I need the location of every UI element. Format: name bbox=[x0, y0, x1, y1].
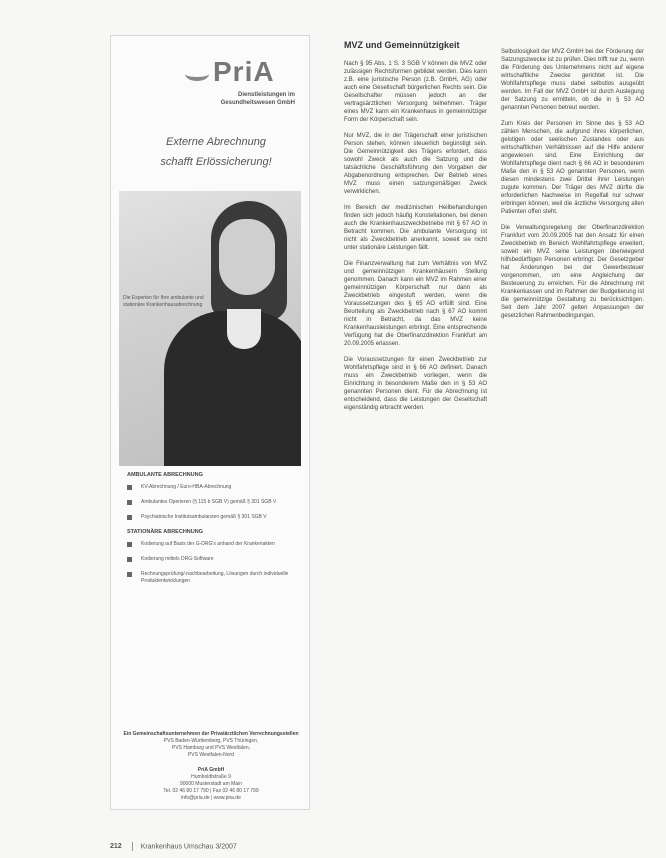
services-heading-stationaer: STATIONÄRE ABRECHNUNG bbox=[127, 529, 203, 535]
paragraph: Die Verwaltungsregelung der Oberfinanzdirektion Frankfurt vom 20.09.2005 hat den Ansatz für einen Zweckbetrieb im Bereich Wohlfahrtspflege erweitert, soweit ein MVZ seine Leistungen überwiegend hilfsbedürftigen Personen erbringt. Der Gesetzgeber hat Änderungen bei der Gewerbesteuer vorgenommen, um eine Angleichung der Besteuerung zu erreichen. Für die Abrechnung mit Krankenkassen und im Rahmen der Budgetierung ist die gemeinnützige Gestaltung zu berücksichtigen. Seit dem Jahr 2007 gelten Anpassungen der gesetzlichen Rahmenbedingungen. bbox=[501, 225, 644, 319]
bullet-icon bbox=[127, 557, 132, 562]
company-contact-line: Tel. 02 46 80 17 790 | Fax 02 46 80 17 799 bbox=[163, 788, 259, 794]
logo-subtitle-line-1: Dienstleistungen im bbox=[237, 92, 295, 98]
logo-swoosh-icon bbox=[185, 67, 209, 81]
bullet-icon bbox=[127, 572, 132, 577]
service-item: Ambulantes Operieren (§ 115 b SGB V) gemäß § 301 SGB V bbox=[127, 499, 297, 506]
page-footer bbox=[110, 842, 237, 851]
paragraph: Die Voraussetzungen für einen Zweckbetrieb zur Wohlfahrtspflege sind in § 66 AO definiert. Danach muss ein Zweckbetrieb vorliegen, wenn die Einrichtung in besonderem Maße den in § 53 AO genannten Personen dient. Für die Abrechnung ist entscheidend, dass die Leistungen der Gesellschaft eigenständig erbracht werden. bbox=[344, 357, 487, 411]
article-column-1 bbox=[344, 60, 487, 420]
article-title: MVZ und Gemeinnützigkeit bbox=[344, 40, 460, 50]
paragraph: Im Bereich der medizinischen Heilbehandlungen finden sich jedoch häufig Konstellationen, bei denen auch die Krankenhauszweckbetriebe mit § 67 AO in Betracht kommen. Die ambulante Versorgung ist nicht als Zweckbetrieb anerkannt, soweit sie nicht unter stationäre Leistungen fällt. bbox=[344, 205, 487, 251]
service-item: Psychiatrische Institutsambulanzen gemäß § 301 SGB V bbox=[127, 514, 297, 521]
company-logo bbox=[165, 56, 305, 116]
bullet-icon bbox=[127, 500, 132, 505]
ad-headline-line-2: schafft Erlössicherung! bbox=[160, 156, 272, 168]
bullet-icon bbox=[127, 485, 132, 490]
paragraph: Zum Kreis der Personen im Sinne des § 53 AO zählen Menschen, die aufgrund ihres körperlichen, geistigen oder seelischen Zustandes oder aus wirtschaftlichen Verhältnissen auf die Hilfe anderer angewiesen sind. Eine Einrichtung der Wohlfahrtspflege dient nach § 66 AO in besonderem Maße den in § 53 AO genannten Personen, wenn diesen mindestens zwei Drittel ihrer Leistungen zugute kommen. Der Träger des MVZ dürfte die erforderlichen Nachweise im Regelfall nur schwer erbringen können, weil die ärztliche Versorgung allen Patienten offen steht. bbox=[501, 121, 644, 215]
ad-footer-line: PVS Baden-Württemberg, PVS Thüringen, bbox=[163, 738, 259, 744]
article-column-2 bbox=[501, 48, 644, 328]
service-item: KV-Abrechnung / Euro-HBA-Abrechnung bbox=[127, 484, 297, 491]
paragraph: Die Finanzverwaltung hat zum Verhältnis von MVZ und gemeinnützigen Krankenhäusern Stellung genommen. Danach kann ein MVZ im Rahmen einer gemeinnützigen Körperschaft nur dann als Zweckbetrieb eingestuft werden, wenn die Voraussetzungen des § 65 AO erfüllt sind. Eine Beurteilung als Zweckbetrieb nach § 67 AO kommt nicht in Betracht, da das MVZ keine Krankenhausleistungen erbringt. Eine entsprechende Verfügung hat die Oberfinanzdirektion Frankfurt am 20.09.2005 erlassen. bbox=[344, 261, 487, 347]
company-address-line: Humboldtstraße 9 bbox=[191, 774, 231, 780]
article bbox=[344, 40, 644, 820]
bullet-icon bbox=[127, 542, 132, 547]
ad-headline-line-1: Externe Abrechnung bbox=[166, 136, 266, 148]
photo-caption: Die Experten für Ihre ambulante und stationäre Krankenhausabrechnung bbox=[123, 295, 204, 308]
service-item: Kodierung auf Basis der G-DRG's anhand der Krankenakten bbox=[127, 541, 297, 548]
company-web-line: info@pria.de | www.pria.de bbox=[181, 795, 241, 801]
ad-footer-line: PVS Hamburg und PVS Westfalen, bbox=[171, 745, 250, 751]
services-heading-ambulant: AMBULANTE ABRECHNUNG bbox=[127, 472, 203, 478]
ad-photo bbox=[119, 191, 301, 466]
paragraph: Nach § 95 Abs. 1 S. 3 SGB V können die MVZ oder zulässigen Rechtsformen gebildet werden. Dies kann z.B. eine juristische Person (z.B. GmbH, AG) oder auch eine Gesellschaft bürgerlichen Rechts sein. Die Gesellschafter müssen jedoch an der vertragsärztlichen Versorgung teilnehmen. Träger eines MVZ kann ein Krankenhaus in gemeinnütziger Form der Körperschaft sein. bbox=[344, 61, 487, 123]
footer-divider bbox=[132, 842, 133, 851]
advertisement-panel bbox=[110, 35, 310, 810]
logo-subtitle-line-2: Gesundheitswesen GmbH bbox=[220, 100, 295, 106]
ad-footer-heading: Ein Gemeinschaftsunternehmen der Privatärztlichen Verrechnungsstellen bbox=[123, 731, 299, 737]
company-name: PriA GmbH bbox=[197, 767, 225, 773]
bullet-icon bbox=[127, 515, 132, 520]
company-address-line: 90000 Musterstadt am Main bbox=[180, 781, 242, 787]
service-item: Rechnungsprüfung/-nachbearbeitung, Lösungen durch individuelle Produktentwicklungen bbox=[127, 571, 297, 585]
service-item: Kodierung mittels DRG-Software bbox=[127, 556, 297, 563]
paragraph: Nur MVZ, die in der Trägerschaft einer juristischen Person stehen, können steuerlich begünstigt sein. Die Gemeinnützigkeit des Trägers erfordert, dass sowohl Zweck als auch die Satzung und die tatsächliche Geschäftsführung den Vorgaben der Abgabenordnung entsprechen. Der Betrieb eines MVZ muss einen satzungsmäßigen Zweck verwirklichen. bbox=[344, 133, 487, 195]
publication-name: Krankenhaus Umschau 3/2007 bbox=[140, 843, 237, 851]
paragraph: Selbstlosigkeit der MVZ GmbH bei der Förderung der Satzungszwecke ist zu prüfen. Dies trifft nur zu, wenn die Förderung des Unternehmens nicht auf eigene wirtschaftliche Zwecke gerichtet ist. Die Wohlfahrtspflege muss dabei selbstlos ausgeübt werden. Im Fall der MVZ GmbH ist durch Auslegung der Satzung zu ermitteln, ob die in § 53 AO genannten Personen betreut werden. bbox=[501, 49, 644, 111]
ad-footer-line: PVS Westfalen-Nord bbox=[187, 752, 235, 758]
ad-headline bbox=[131, 132, 301, 172]
ad-footer bbox=[121, 731, 301, 802]
services-list bbox=[127, 472, 297, 593]
page-number: 212 bbox=[110, 843, 122, 851]
logo-text: PriA bbox=[213, 56, 275, 87]
